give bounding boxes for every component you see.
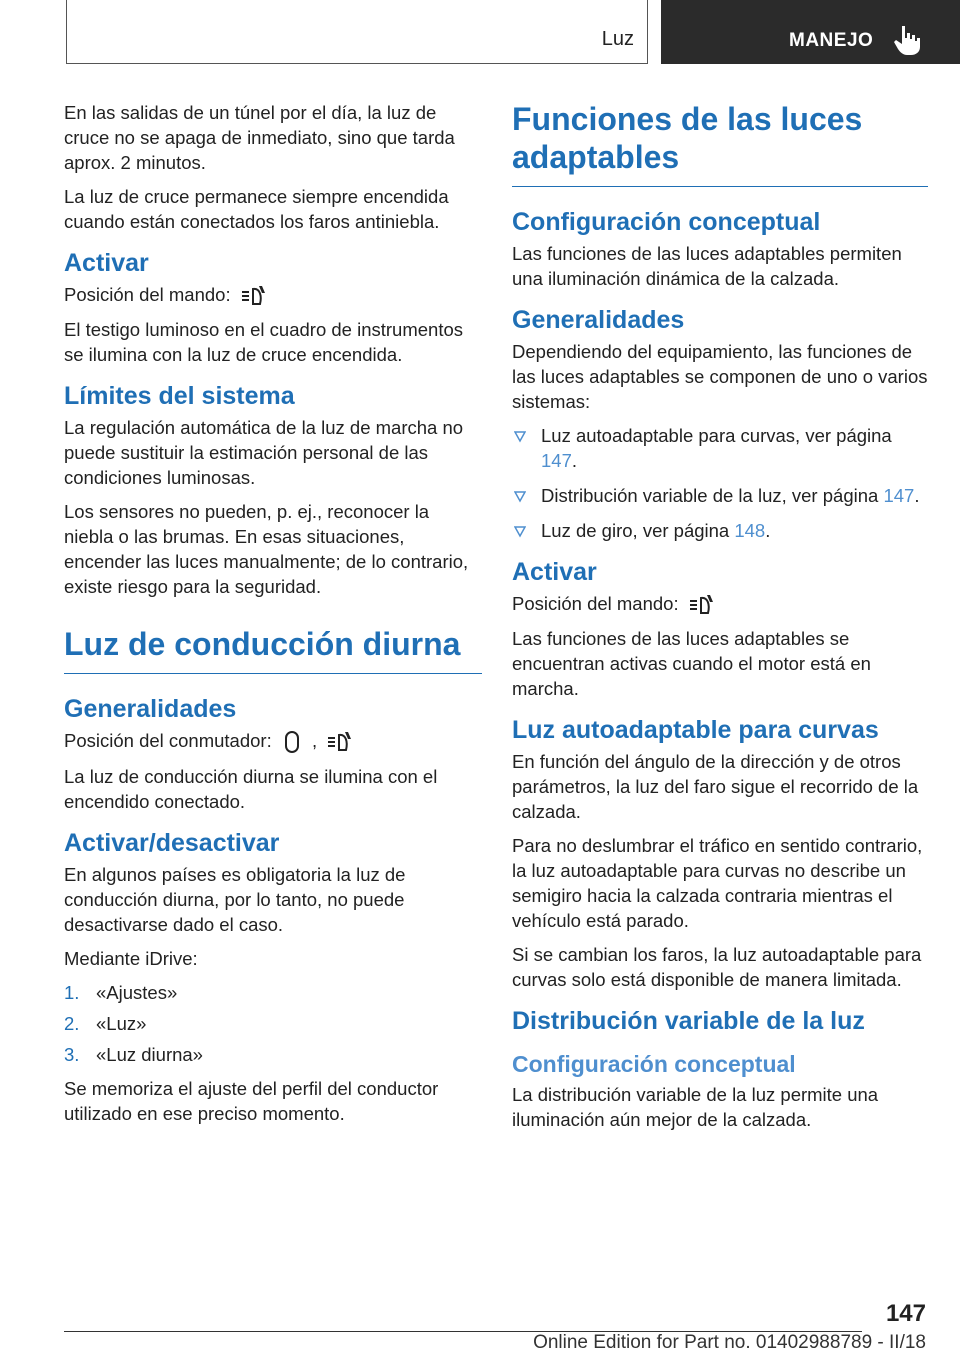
paragraph: La luz de cruce permanece siempre encendida cuando están conectados los faros antiniebla. (64, 186, 449, 232)
paragraph (64, 728, 482, 755)
auto-light-switch-icon (688, 593, 716, 617)
footer-edition: Online Edition for Part no. 01402988789 - II/18 (533, 1332, 926, 1353)
step-text: «Luz» (96, 1013, 147, 1035)
list-item (64, 1011, 482, 1036)
paragraph: La luz de conducción diurna se ilumina con el encendido conectado. (64, 766, 438, 813)
heading-activar: Activar (64, 249, 149, 277)
item-end: . (914, 485, 920, 506)
paragraph: Los sensores no pueden, p. ej., reconocer la niebla o las brumas. En esas situaciones, encender las luces manualmente; de lo contrario, existe riesgo para la seguridad. (64, 501, 469, 598)
list-item (64, 1042, 482, 1067)
right-column (512, 100, 928, 1141)
systems-list (512, 423, 928, 543)
item-end: . (765, 520, 771, 541)
triangle-bullet-icon (514, 491, 526, 503)
step-number: 1. (64, 982, 80, 1004)
auto-light-switch-icon (326, 730, 354, 754)
step-number: 2. (64, 1013, 80, 1035)
list-item (512, 518, 928, 543)
paragraph: Dependiendo del equipamiento, las funciones de las luces adaptables se componen de uno o varios sistemas: (512, 341, 928, 412)
heading-funciones-adaptables: Funciones de las luces adaptables (512, 100, 928, 187)
text: Posición del mando: (64, 284, 231, 305)
paragraph (64, 282, 482, 308)
header-frame (66, 0, 648, 64)
heading-luz-diurna: Luz de conducción diurna (64, 625, 482, 674)
paragraph: Se memoriza el ajuste del perfil del conductor utilizado en ese preciso momento. (64, 1078, 439, 1125)
heading-distribucion: Distribución variable de la luz (512, 1007, 865, 1036)
heading-generalidades: Generalidades (64, 695, 237, 724)
item-text: Distribución variable de la luz, ver página (541, 485, 879, 506)
paragraph: En las salidas de un túnel por el día, la luz de cruce no se apaga de inmediato, sino que tarda aprox. 2 minutos. (64, 102, 455, 173)
triangle-bullet-icon (514, 431, 526, 443)
switch-off-icon (281, 729, 303, 755)
paragraph: Las funciones de las luces adaptables permiten una iluminación dinámica de la calzada. (512, 243, 902, 289)
paragraph: Las funciones de las luces adaptables se encuentran activas cuando el motor está en marcha. (512, 628, 871, 700)
heading-limites: Límites del sistema (64, 382, 295, 411)
page-link[interactable]: 147 (541, 450, 572, 471)
heading-activar: Activar (512, 558, 597, 586)
item-text: Luz autoadaptable para curvas, ver página (541, 425, 892, 446)
subheading-configuracion: Configuración conceptual (512, 1051, 796, 1078)
step-number: 3. (64, 1044, 80, 1066)
list-item (512, 423, 928, 473)
paragraph: En función del ángulo de la dirección y de otros parámetros, la luz del faro sigue el recorrido de la calzada. (512, 751, 919, 823)
chapter-label: MANEJO (789, 30, 874, 51)
paragraph: Si se cambian los faros, la luz autoadaptable para curvas solo está disponible de manera limitada. (512, 944, 922, 991)
paragraph: En algunos países es obligatoria la luz de conducción diurna, por lo tanto, no puede desactivarse dado el caso. (64, 864, 406, 936)
list-item (64, 980, 482, 1005)
text: Posición del conmutador: (64, 730, 272, 752)
paragraph: Para no deslumbrar el tráfico en sentido contrario, la luz autoadaptable para curvas no describe un semigiro hacia la calzada contraria mientras el vehículo está parado. (512, 835, 923, 932)
item-text: Luz de giro, ver página (541, 520, 730, 541)
page-number: 147 (885, 1300, 926, 1327)
step-text: «Luz diurna» (96, 1044, 203, 1066)
section-title: Luz (601, 28, 634, 50)
heading-activar-desactivar: Activar/desactivar (64, 829, 280, 858)
step-text: «Ajustes» (96, 982, 178, 1004)
auto-light-switch-icon (240, 284, 268, 308)
paragraph: La regulación automática de la luz de marcha no puede sustituir la estimación personal de las condiciones luminosas. (64, 417, 464, 489)
list-item (512, 483, 928, 508)
page-link[interactable]: 147 (883, 485, 915, 506)
paragraph (512, 591, 928, 617)
triangle-bullet-icon (514, 526, 526, 538)
page-link[interactable]: 148 (734, 520, 766, 541)
heading-luz-curvas: Luz autoadaptable para curvas (512, 716, 879, 745)
heading-configuracion: Configuración conceptual (512, 208, 821, 236)
left-column (64, 100, 482, 1135)
paragraph: La distribución variable de la luz permite una iluminación aún mejor de la calzada. (512, 1084, 879, 1131)
paragraph: El testigo luminoso en el cuadro de instrumentos se ilumina con la luz de cruce encendida. (64, 319, 463, 366)
text: Posición del mando: (512, 593, 679, 614)
paragraph: Mediante iDrive: (64, 948, 198, 970)
heading-generalidades: Generalidades (512, 306, 685, 334)
hand-pointer-icon (893, 24, 923, 56)
item-end: . (571, 450, 578, 471)
separator: , (312, 730, 318, 752)
idrive-steps (64, 980, 482, 1067)
